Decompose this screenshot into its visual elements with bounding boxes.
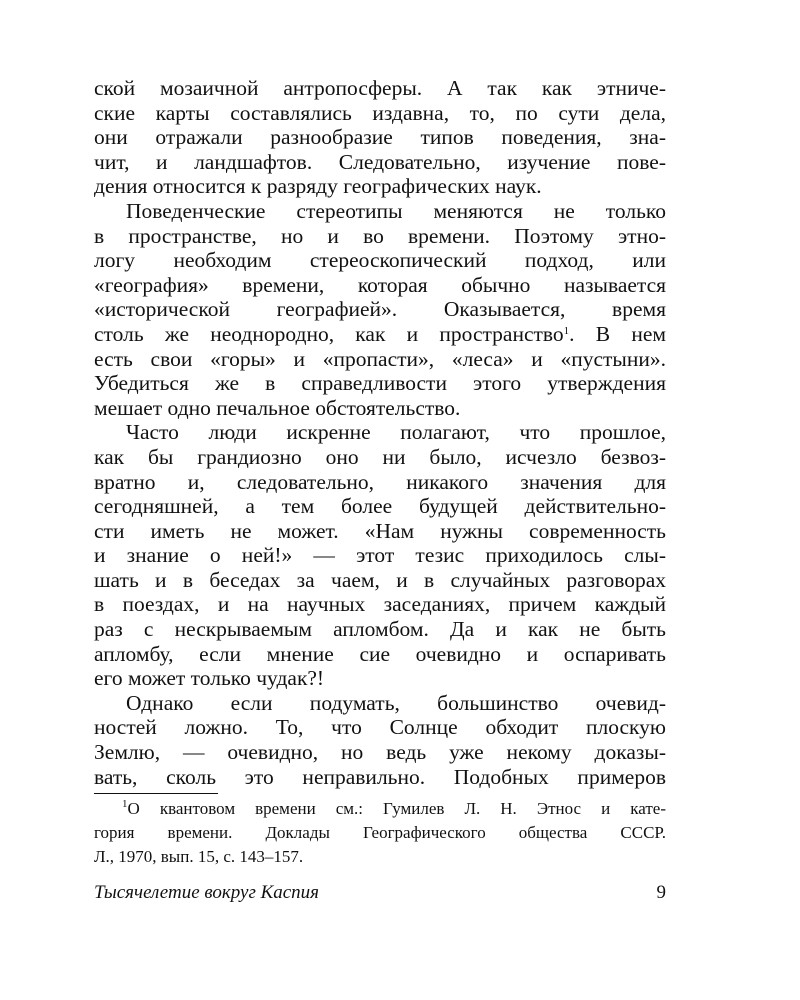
- text-line: Убедиться же в справедливости этого утверждения: [94, 371, 666, 396]
- text-line: сти иметь не может. «Нам нужны современность: [94, 518, 666, 543]
- page-number: 9: [656, 882, 666, 903]
- text-line: ские карты составлялись издавна, то, по сути дела,: [94, 100, 666, 125]
- text-line: вать, сколь это неправильно. Подобных примеров: [94, 764, 666, 789]
- footnote-line: гория времени. Доклады Географического общества СССР.: [94, 823, 666, 842]
- text-line: Однако если подумать, большинство очевид-: [126, 690, 666, 715]
- text-segment: . В нем: [569, 321, 666, 346]
- footnote-line: [94, 797, 666, 821]
- text-line: чит, и ландшафтов. Следовательно, изучение пове-: [94, 149, 666, 174]
- footnote-divider: [94, 793, 218, 794]
- text-line: шать и в беседах за чаем, и в случайных разговорах: [94, 567, 666, 592]
- footnote-text: О квантовом времени см.: Гумилев Л. Н. Этнос и кате-: [127, 799, 666, 818]
- footnote: [94, 797, 666, 869]
- text-line-with-footnote: [94, 322, 666, 347]
- text-line: «исторической географией». Оказывается, время: [94, 297, 666, 322]
- running-title: Тысячелетие вокруг Каспия: [94, 882, 319, 903]
- text-line: как бы грандиозно оно ни было, исчезло безвоз-: [94, 444, 666, 469]
- text-line: ской мозаичной антропосферы. А так как этниче-: [94, 76, 666, 100]
- footnote-line: Л., 1970, вып. 15, с. 143–157.: [94, 847, 304, 866]
- text-line: раз с нескрываемым апломбом. Да и как не быть: [94, 617, 666, 642]
- text-line: в пространстве, но и во времени. Поэтому этно-: [94, 223, 666, 248]
- text-line: апломбу, если мнение сие очевидно и оспаривать: [94, 641, 666, 666]
- text-line: и знание о ней!» — этот тезис приходилось слы-: [94, 543, 666, 568]
- text-line: мешает одно печальное обстоятельство.: [94, 395, 461, 420]
- text-line: они отражали разнообразие типов поведения, зна-: [94, 125, 666, 150]
- page-footer: [94, 878, 666, 908]
- text-line: ностей ложно. То, что Солнце обходит плоскую: [94, 715, 666, 740]
- text-line: в поездах, и на научных заседаниях, причем каждый: [94, 592, 666, 617]
- text-line: «география» времени, которая обычно называется: [94, 272, 666, 297]
- text-line: его может только чудак?!: [94, 666, 325, 691]
- text-line: логу необходим стереоскопический подход, или: [94, 248, 666, 273]
- text-line: вратно и, следовательно, никакого значения для: [94, 469, 666, 494]
- text-line: Поведенческие стереотипы меняются не только: [126, 198, 666, 223]
- text-line: сегодняшней, а тем более будущей действительно-: [94, 494, 666, 519]
- text-line: дения относится к разряду географических наук.: [94, 174, 542, 199]
- text-line: Землю, — очевидно, но ведь уже некому доказы-: [94, 740, 666, 765]
- footnote-reference: 1: [563, 324, 570, 337]
- text-line: есть свои «горы» и «пропасти», «леса» и «пустыни».: [94, 346, 666, 371]
- footnote-marker: 1: [122, 798, 128, 810]
- text-line: Часто люди искренне полагают, что прошлое,: [126, 420, 666, 445]
- main-text: [94, 76, 666, 789]
- text-segment: столь же неоднородно, как и пространство: [94, 321, 564, 346]
